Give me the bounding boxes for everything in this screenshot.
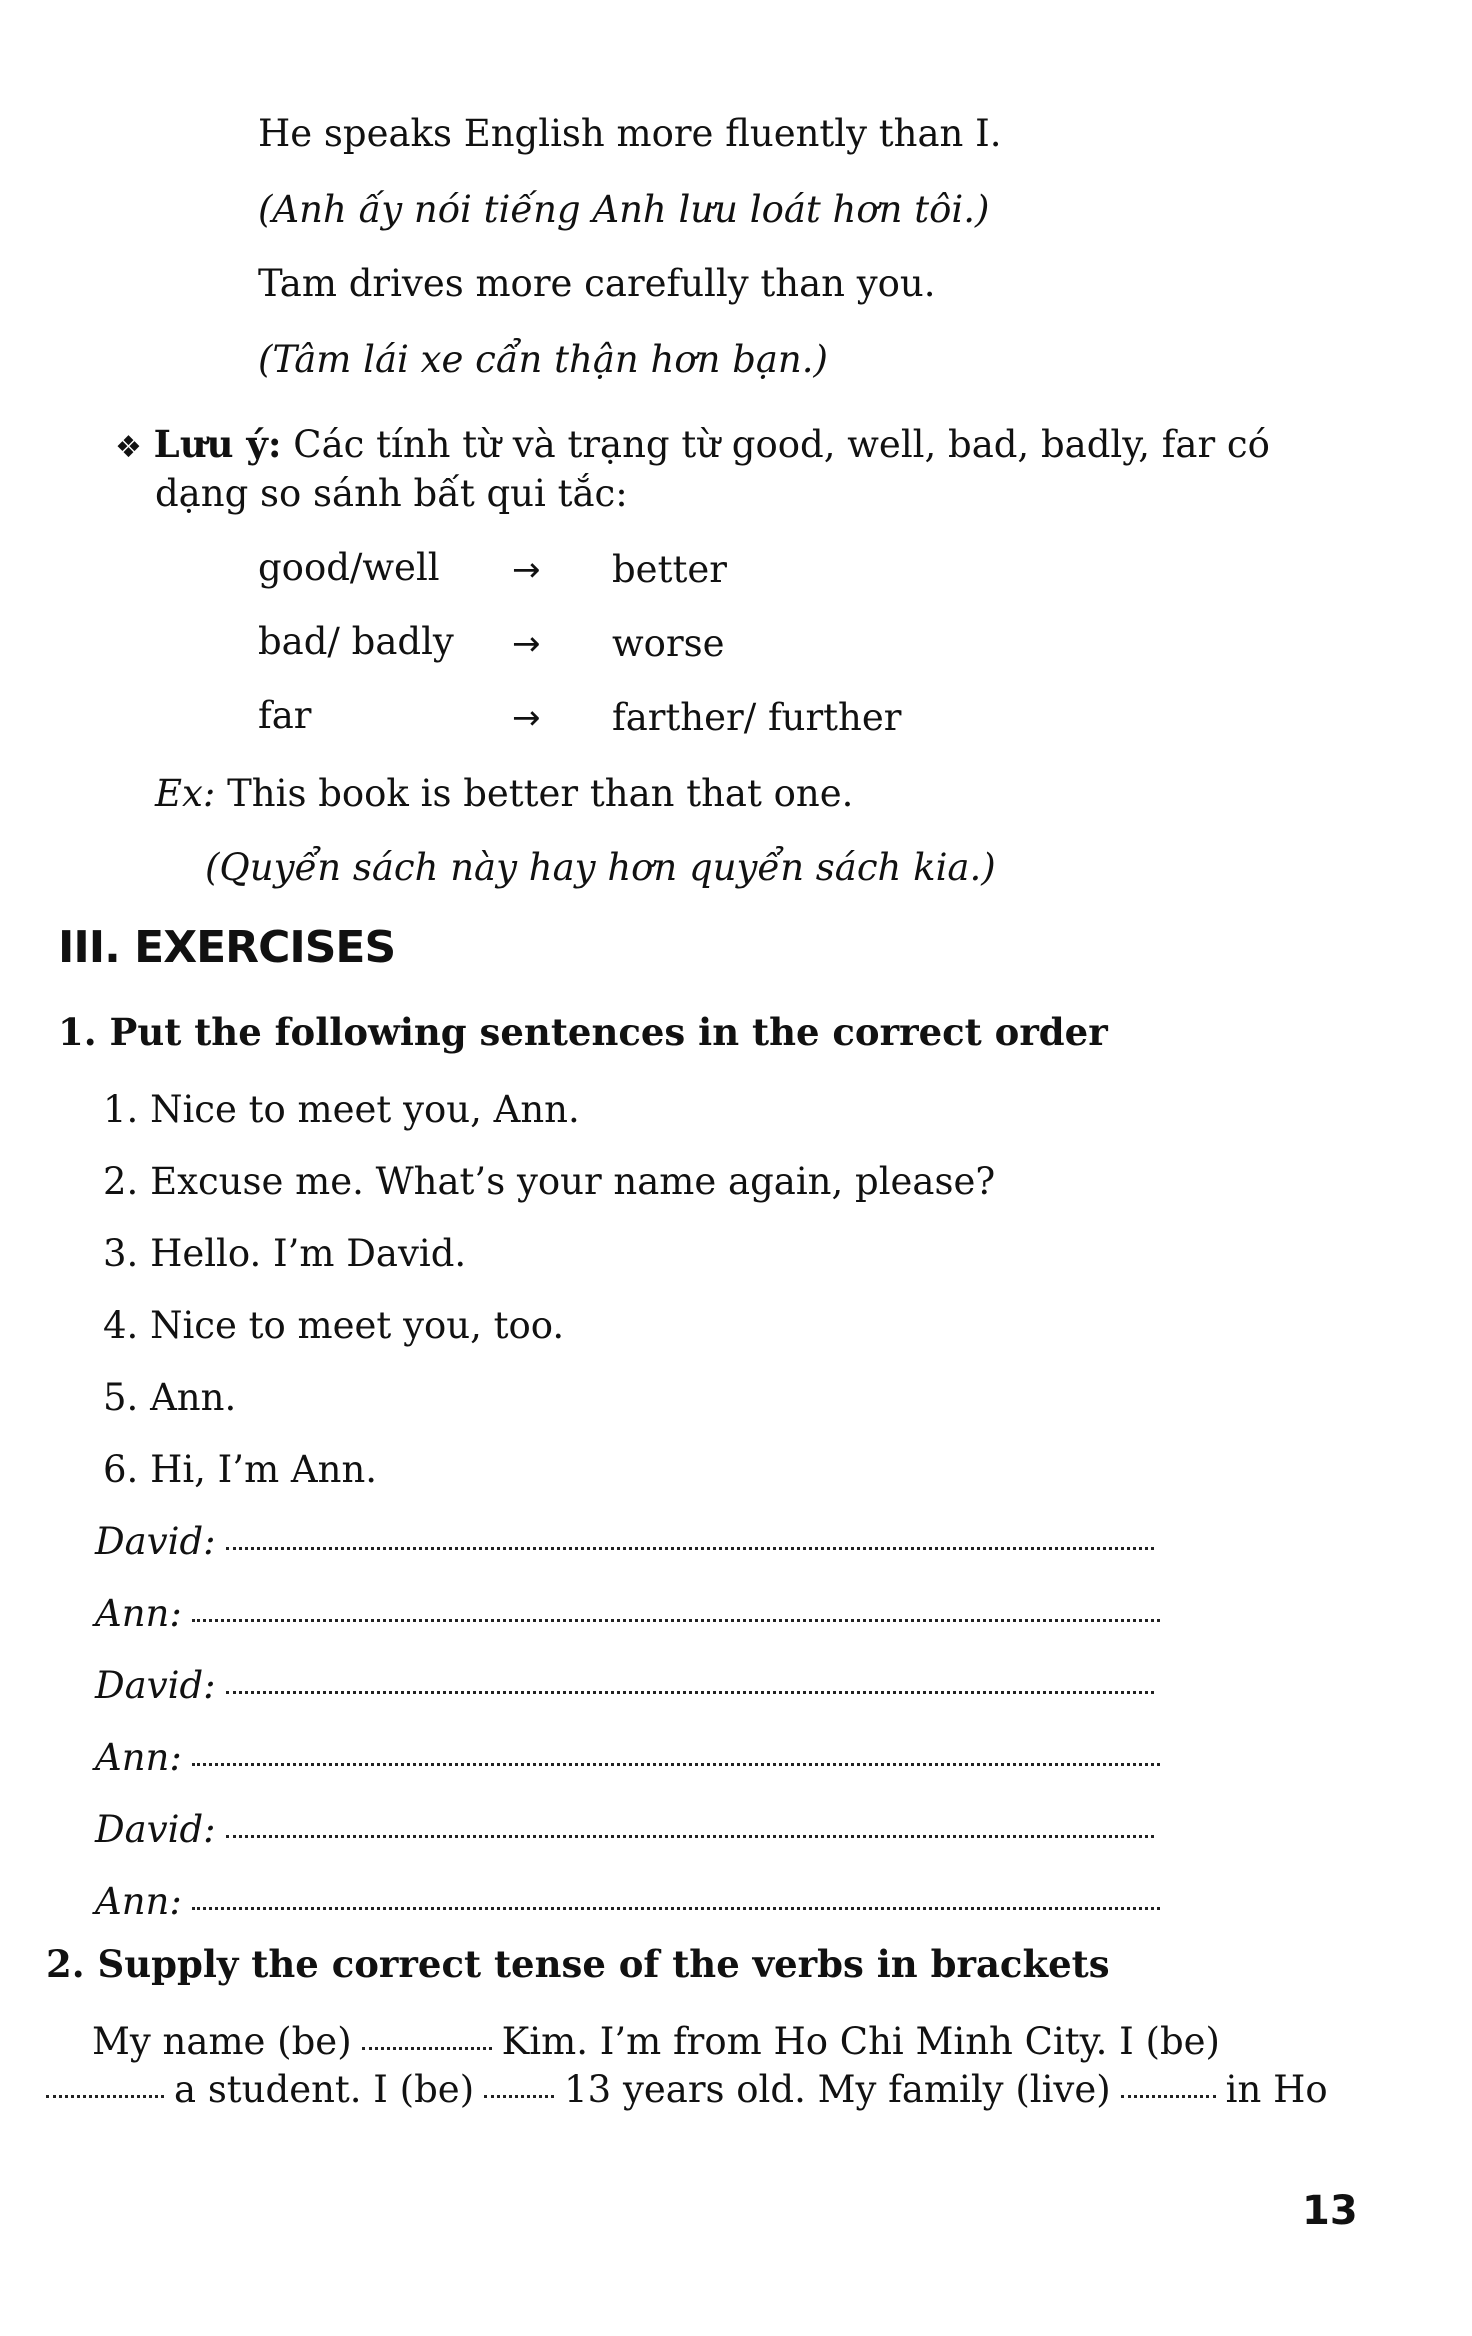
form-base: bad/ badly [258,620,454,663]
exercise-2-text: in Ho [1225,2068,1328,2111]
note-label: Lưu ý: [153,422,282,466]
answer-blank[interactable] [192,1619,1160,1622]
example-1-translation: (Anh ấy nói tiếng Anh lưu loát hơn tôi.) [258,188,990,231]
example-text: This book is better than that one. [227,772,854,815]
diamond-bullet-icon: ❖ [115,430,142,465]
answer-blank[interactable] [484,2095,554,2098]
exercise-2-text: My name (be) [92,2020,352,2063]
exercise-2-text: 13 years old. My family (live) [564,2068,1111,2111]
page-number: 13 [1302,2188,1358,2234]
dialogue-line [95,1520,1154,1564]
dialogue-line [95,1808,1154,1852]
arrow-icon: → [512,698,541,738]
answer-blank[interactable] [226,1835,1154,1838]
list-item: 4. Nice to meet you, too. [103,1304,565,1347]
note-example [155,772,853,816]
list-item: 2. Excuse me. What’s your name again, please? [103,1160,996,1203]
example-translation: (Quyển sách này hay hơn quyển sách kia.) [205,846,996,889]
section-heading: III. EXERCISES [58,922,396,973]
answer-blank[interactable] [226,1691,1154,1694]
arrow-icon: → [512,550,541,590]
exercise-2-line-1 [92,2020,1220,2064]
dialogue-line [95,1664,1154,1708]
note-text-line1: Các tính từ và trạng từ good, well, bad, badly, far có [293,423,1270,466]
list-item: 1. Nice to meet you, Ann. [103,1088,580,1131]
exercise-2-title: 2. Supply the correct tense of the verbs in brackets [46,1942,1110,1986]
answer-blank[interactable] [226,1547,1154,1550]
form-base: good/well [258,546,440,589]
form-comparative: better [612,548,727,591]
list-item: 3. Hello. I’m David. [103,1232,467,1275]
answer-blank[interactable] [362,2047,492,2050]
answer-blank[interactable] [192,1763,1160,1766]
speaker-label: David: [95,1664,216,1707]
exercise-2-text: Kim. I’m from Ho Chi Minh City. I (be) [501,2020,1220,2063]
note-text-line2: dạng so sánh bất qui tắc: [155,472,628,515]
example-2-english: Tam drives more carefully than you. [258,262,936,305]
form-base: far [258,694,312,737]
exercise-1-title: 1. Put the following sentences in the correct order [58,1010,1108,1054]
answer-blank[interactable] [1121,2095,1216,2098]
example-2-translation: (Tâm lái xe cẩn thận hơn bạn.) [258,338,828,381]
example-label: Ex: [155,772,216,815]
speaker-label: David: [95,1808,216,1851]
speaker-label: Ann: [95,1736,182,1779]
dialogue-line [95,1880,1160,1924]
form-comparative: worse [612,622,725,665]
note-first-line [115,422,1270,470]
dialogue-line [95,1736,1160,1780]
speaker-label: David: [95,1520,216,1563]
exercise-2-text: a student. I (be) [174,2068,475,2111]
list-item: 6. Hi, I’m Ann. [103,1448,378,1491]
speaker-label: Ann: [95,1880,182,1923]
answer-blank[interactable] [46,2095,164,2098]
dialogue-line [95,1592,1160,1636]
form-comparative: farther/ further [612,696,902,739]
example-1-english: He speaks English more fluently than I. [258,112,1002,155]
speaker-label: Ann: [95,1592,182,1635]
exercise-2-line-2 [46,2068,1328,2112]
list-item: 5. Ann. [103,1376,237,1419]
arrow-icon: → [512,624,541,664]
answer-blank[interactable] [192,1907,1160,1910]
